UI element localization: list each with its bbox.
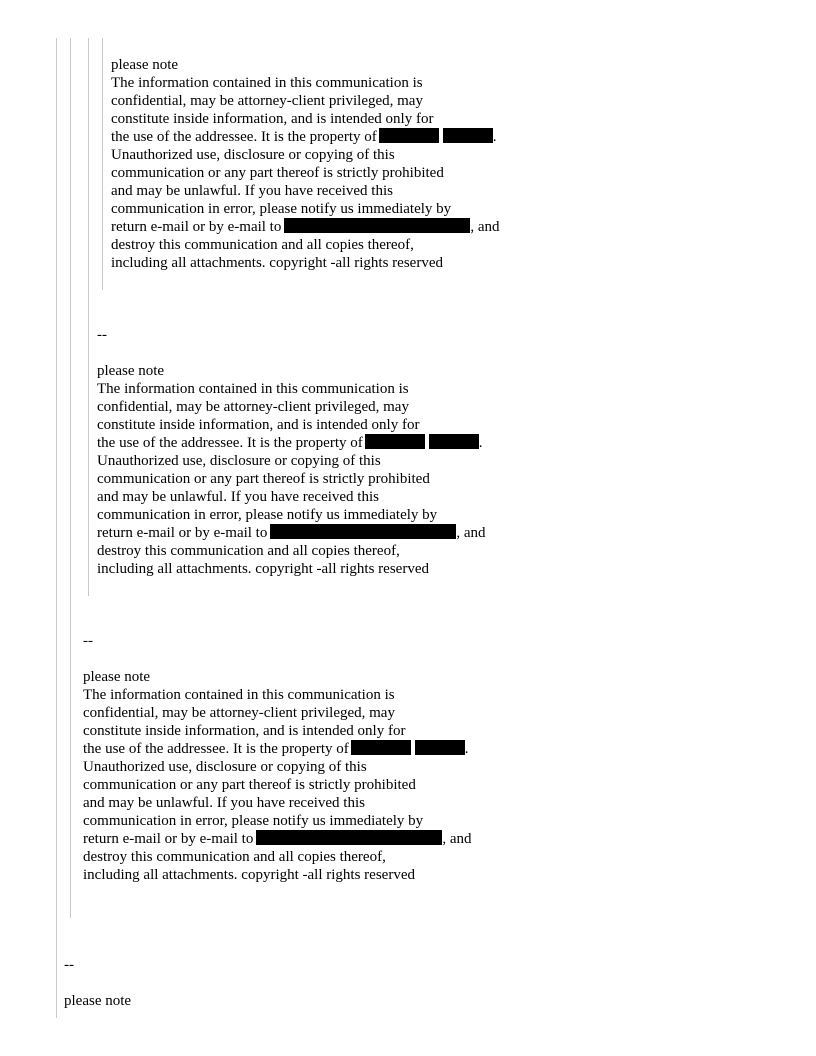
disclaimer-text: return e-mail or by e-mail to	[111, 219, 282, 235]
disclaimer-line: including all attachments. copyright -all rights reserved	[97, 561, 429, 577]
disclaimer-line: confidential, may be attorney-client privileged, may	[111, 93, 423, 109]
quote-bar-level-3	[88, 38, 89, 596]
disclaimer-line: including all attachments. copyright -all rights reserved	[111, 255, 443, 271]
disclaimer-text: .	[492, 129, 497, 145]
disclaimer-line: constitute inside information, and is intended only for	[83, 723, 406, 739]
quote-bar-level-2	[70, 38, 71, 918]
disclaimer-line: communication in error, please notify us immediately by	[111, 201, 452, 217]
disclaimer-block-2	[97, 362, 537, 578]
redacted-email	[256, 830, 442, 845]
disclaimer-block-1	[111, 56, 551, 272]
disclaimer-line: communication or any part thereof is strictly prohibited	[97, 471, 430, 487]
disclaimer-heading: please note	[83, 669, 151, 685]
quote-bar-level-4	[102, 38, 103, 290]
disclaimer-line: Unauthorized use, disclosure or copying of this	[83, 759, 367, 775]
redacted-email	[284, 218, 470, 233]
disclaimer-line: communication or any part thereof is strictly prohibited	[111, 165, 444, 181]
disclaimer-line	[111, 128, 551, 146]
disclaimer-line: and may be unlawful. If you have received this	[97, 489, 379, 505]
disclaimer-line: communication in error, please notify us immediately by	[83, 813, 424, 829]
disclaimer-line: communication or any part thereof is strictly prohibited	[83, 777, 416, 793]
signature-separator: --	[97, 327, 107, 343]
disclaimer-line: confidential, may be attorney-client privileged, may	[97, 399, 409, 415]
disclaimer-text: .	[478, 435, 483, 451]
disclaimer-line	[97, 434, 537, 452]
disclaimer-line	[97, 524, 537, 542]
disclaimer-line: and may be unlawful. If you have received this	[83, 795, 365, 811]
redacted-name-1	[351, 740, 411, 755]
disclaimer-line: and may be unlawful. If you have received this	[111, 183, 393, 199]
disclaimer-line: destroy this communication and all copies thereof,	[111, 237, 414, 253]
signature-separator: --	[64, 957, 74, 973]
redacted-email	[270, 524, 456, 539]
disclaimer-line: Unauthorized use, disclosure or copying of this	[111, 147, 395, 163]
disclaimer-line: including all attachments. copyright -all rights reserved	[83, 867, 415, 883]
redacted-name-1	[379, 128, 439, 143]
redacted-name-2	[443, 128, 493, 143]
redacted-name-2	[429, 434, 479, 449]
disclaimer-line: constitute inside information, and is intended only for	[111, 111, 434, 127]
signature-separator: --	[83, 633, 93, 649]
disclaimer-heading: please note	[97, 363, 165, 379]
disclaimer-text: the use of the addressee. It is the property of	[97, 435, 363, 451]
disclaimer-block-3	[83, 668, 523, 884]
disclaimer-line: communication in error, please notify us immediately by	[97, 507, 438, 523]
disclaimer-text: the use of the addressee. It is the property of	[111, 129, 377, 145]
disclaimer-line: Unauthorized use, disclosure or copying of this	[97, 453, 381, 469]
disclaimer-line: destroy this communication and all copies thereof,	[97, 543, 400, 559]
disclaimer-text: return e-mail or by e-mail to	[83, 831, 254, 847]
disclaimer-text: return e-mail or by e-mail to	[97, 525, 268, 541]
disclaimer-line	[83, 830, 523, 848]
redacted-name-2	[415, 740, 465, 755]
quote-bar-level-1	[56, 38, 57, 1018]
disclaimer-text: , and	[456, 525, 486, 541]
disclaimer-line: The information contained in this communication is	[111, 75, 423, 91]
disclaimer-line: destroy this communication and all copies thereof,	[83, 849, 386, 865]
disclaimer-line: confidential, may be attorney-client privileged, may	[83, 705, 395, 721]
disclaimer-heading: please note	[111, 57, 179, 73]
disclaimer-text: the use of the addressee. It is the property of	[83, 741, 349, 757]
disclaimer-line: The information contained in this communication is	[97, 381, 409, 397]
disclaimer-heading-tail: please note	[64, 993, 132, 1009]
disclaimer-line	[111, 218, 551, 236]
disclaimer-line: The information contained in this communication is	[83, 687, 395, 703]
disclaimer-line: constitute inside information, and is intended only for	[97, 417, 420, 433]
disclaimer-text: , and	[442, 831, 472, 847]
disclaimer-text: , and	[470, 219, 500, 235]
redacted-name-1	[365, 434, 425, 449]
disclaimer-line	[83, 740, 523, 758]
disclaimer-text: .	[464, 741, 469, 757]
